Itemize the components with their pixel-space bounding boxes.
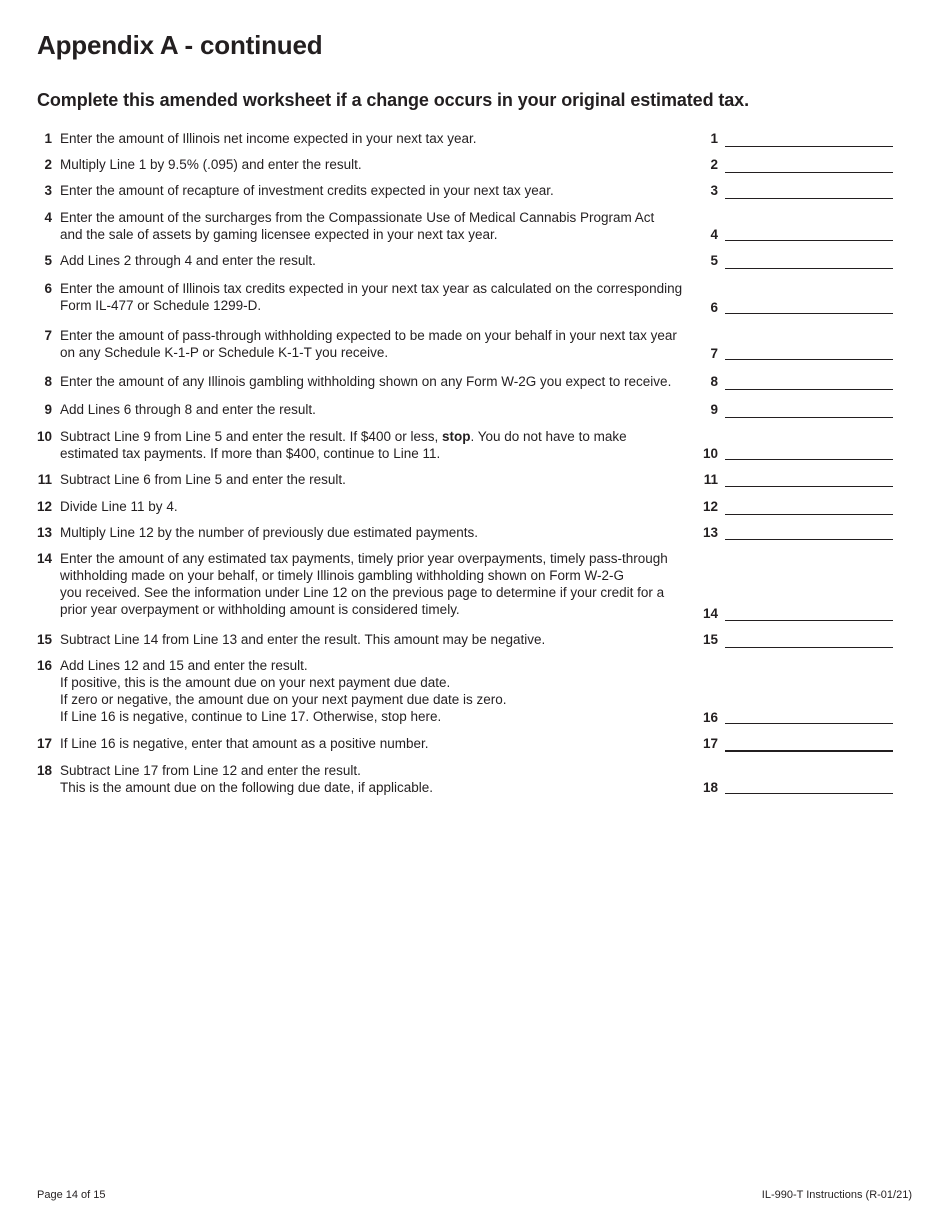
line-number-right: 6 [710, 300, 718, 315]
line-number: 3 [44, 183, 52, 198]
line-text: Enter the amount of any Illinois gambling withholding shown on any Form W-2G you expect to receive. [60, 374, 672, 389]
line-text: Add Lines 6 through 8 and enter the result. [60, 402, 316, 417]
line-number-right: 16 [702, 710, 718, 725]
line-text: Divide Line 11 by 4. [60, 499, 178, 514]
line-text: Enter the amount of any estimated tax payments, timely prior year overpayments, timely pass-through withholding made on your behalf, or timely Illinois gambling withholding shown on Form W-2-G you received. See the information under Line 12 on the previous page to determine if your credit for a prior year overpayment or withholding amount is considered timely. [60, 551, 668, 617]
line-text: Enter the amount of pass-through withholding expected to be made on your behalf in your next tax year on any Schedule K-1-P or Schedule K-1-T you receive. [60, 328, 677, 360]
line-number-right: 10 [702, 446, 718, 461]
page-title: Appendix A - continued [37, 30, 323, 60]
worksheet-subtitle: Complete this amended worksheet if a change occurs in your original estimated tax. [37, 90, 749, 110]
line-15-amount-field[interactable] [725, 632, 893, 648]
line-14-amount-field[interactable] [725, 605, 893, 621]
line-number: 2 [44, 157, 52, 172]
form-identifier: IL-990-T Instructions (R-01/21) [761, 1189, 912, 1201]
line-3-amount-field[interactable] [725, 183, 893, 199]
line-text: Enter the amount of recapture of investment credits expected in your next tax year. [60, 183, 554, 198]
line-7-amount-field[interactable] [725, 344, 893, 360]
line-number: 9 [44, 402, 52, 417]
line-6-amount-field[interactable] [725, 298, 893, 314]
line-17-amount-field[interactable] [725, 735, 893, 752]
line-13-amount-field[interactable] [725, 524, 893, 540]
line-number-right: 8 [710, 374, 718, 389]
line-text: Subtract Line 17 from Line 12 and enter the result. This is the amount due on the following due date, if applicable. [60, 763, 433, 795]
line-text: Enter the amount of the surcharges from the Compassionate Use of Medical Cannabis Program Act and the sale of assets by gaming licensee expected in your next tax year. [60, 210, 655, 242]
line-number: 5 [44, 253, 52, 268]
line-number: 17 [36, 736, 52, 751]
line-16-amount-field[interactable] [725, 708, 893, 724]
line-text-part: . You do not have to make estimated tax payments. If more than $400, continue to Line 11. [60, 429, 627, 461]
line-text: Subtract Line 14 from Line 13 and enter the result. This amount may be negative. [60, 632, 546, 647]
line-11-amount-field[interactable] [725, 471, 893, 487]
line-number: 1 [44, 131, 52, 146]
line-2-amount-field[interactable] [725, 157, 893, 173]
line-number-right: 2 [710, 157, 718, 172]
line-number-right: 7 [710, 346, 718, 361]
line-number: 11 [37, 472, 52, 487]
line-5-amount-field[interactable] [725, 253, 893, 269]
line-number: 12 [36, 499, 52, 514]
line-number: 4 [44, 210, 52, 225]
line-text: Subtract Line 6 from Line 5 and enter the result. [60, 472, 346, 487]
line-12-amount-field[interactable] [725, 499, 893, 515]
line-text: Multiply Line 12 by the number of previously due estimated payments. [60, 525, 478, 540]
line-number: 6 [44, 281, 52, 296]
line-8-amount-field[interactable] [725, 374, 893, 390]
line-number-right: 1 [710, 131, 718, 146]
line-10-amount-field[interactable] [725, 444, 893, 460]
line-text: If Line 16 is negative, enter that amount as a positive number. [60, 736, 429, 751]
line-text: Add Lines 12 and 15 and enter the result. If positive, this is the amount due on your next payment due date. If zero or negative, the amount due on your next payment due date is zero. If Line 16 is negative, continue to Line 17. Otherwise, stop here. [60, 658, 507, 724]
line-text: Enter the amount of Illinois net income expected in your next tax year. [60, 131, 477, 146]
line-text [60, 428, 700, 462]
line-number: 7 [44, 328, 52, 343]
line-number-right: 5 [710, 253, 718, 268]
line-number-right: 4 [710, 227, 718, 242]
line-number-right: 9 [710, 402, 718, 417]
line-1-amount-field[interactable] [725, 131, 893, 147]
line-number-right: 12 [702, 499, 718, 514]
line-number: 16 [36, 658, 52, 673]
page-number: Page 14 of 15 [37, 1189, 106, 1201]
line-number: 10 [36, 429, 52, 444]
line-number-right: 11 [703, 472, 718, 487]
line-number: 15 [36, 632, 52, 647]
line-18-amount-field[interactable] [725, 778, 893, 794]
stop-emphasis: stop [441, 429, 471, 444]
line-number-right: 15 [702, 632, 718, 647]
line-number: 14 [36, 551, 52, 566]
line-number-right: 14 [702, 606, 718, 621]
line-number-right: 3 [710, 183, 718, 198]
line-9-amount-field[interactable] [725, 402, 893, 418]
line-number-right: 18 [702, 780, 718, 795]
line-number: 18 [36, 763, 52, 778]
line-number-right: 13 [702, 525, 718, 540]
line-text: Add Lines 2 through 4 and enter the result. [60, 253, 316, 268]
line-number-right: 17 [702, 736, 718, 751]
line-number: 8 [44, 374, 52, 389]
line-text-part: Subtract Line 9 from Line 5 and enter the result. If $400 or less, [60, 429, 442, 444]
line-text: Multiply Line 1 by 9.5% (.095) and enter the result. [60, 157, 362, 172]
line-number: 13 [36, 525, 52, 540]
line-text: Enter the amount of Illinois tax credits expected in your next tax year as calculated on the corresponding Form IL-477 or Schedule 1299-D. [60, 281, 683, 313]
line-4-amount-field[interactable] [725, 225, 893, 241]
